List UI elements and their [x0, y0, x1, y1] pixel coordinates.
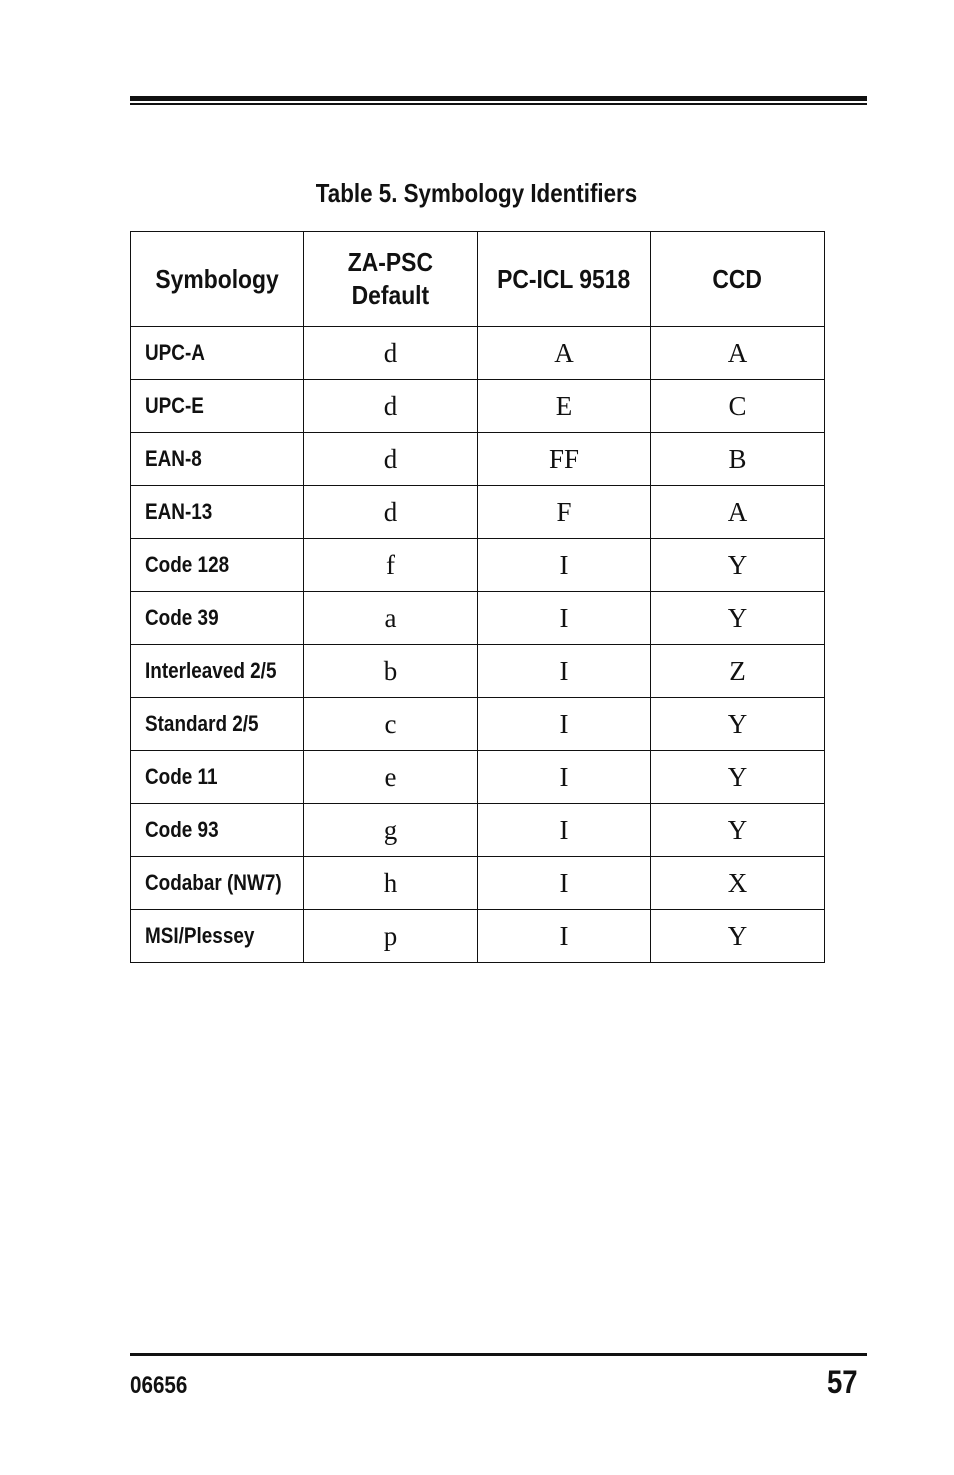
pc-icl-cell: I [478, 804, 651, 857]
za-psc-cell: d [304, 486, 478, 539]
header-za-psc-line2: Default [351, 280, 430, 310]
ccd-cell: Y [651, 539, 825, 592]
header-rule-thick [130, 96, 867, 101]
ccd-cell: B [651, 433, 825, 486]
table-header-row [131, 232, 825, 327]
table-row [131, 433, 825, 486]
symbology-cell: Codabar (NW7) [131, 857, 304, 910]
ccd-cell: C [651, 380, 825, 433]
header-pc-icl-label: PC-ICL 9518 [497, 263, 631, 294]
header-rule-thin [130, 103, 867, 105]
za-psc-cell: p [304, 910, 478, 963]
header-symbology-label: Symbology [155, 263, 279, 294]
za-psc-cell: b [304, 645, 478, 698]
table-row [131, 804, 825, 857]
ccd-cell: Y [651, 751, 825, 804]
symbology-cell: Code 128 [131, 539, 304, 592]
symbology-cell: EAN-13 [131, 486, 304, 539]
za-psc-cell: c [304, 698, 478, 751]
ccd-cell: A [651, 486, 825, 539]
ccd-cell: Y [651, 910, 825, 963]
table-title: Table 5. Symbology Identifiers [315, 178, 638, 208]
za-psc-cell: d [304, 433, 478, 486]
header-za-psc-label [348, 246, 433, 312]
pc-icl-cell: I [478, 645, 651, 698]
ccd-cell: Y [651, 592, 825, 645]
symbology-cell: Code 93 [131, 804, 304, 857]
symbology-cell: Code 39 [131, 592, 304, 645]
symbology-cell: MSI/Plessey [131, 910, 304, 963]
page-number: 57 [827, 1364, 858, 1400]
table-row [131, 380, 825, 433]
pc-icl-cell: I [478, 698, 651, 751]
header-ccd [651, 232, 825, 327]
pc-icl-cell: I [478, 539, 651, 592]
symbology-cell: Code 11 [131, 751, 304, 804]
za-psc-cell: e [304, 751, 478, 804]
ccd-cell: Z [651, 645, 825, 698]
header-symbology [131, 232, 304, 327]
symbology-cell: EAN-8 [131, 433, 304, 486]
symbology-table [130, 231, 825, 963]
pc-icl-cell: FF [478, 433, 651, 486]
pc-icl-cell: I [478, 857, 651, 910]
symbology-cell: UPC-A [131, 327, 304, 380]
table-row [131, 698, 825, 751]
pc-icl-cell: I [478, 751, 651, 804]
symbology-cell: UPC-E [131, 380, 304, 433]
header-ccd-label: CCD [712, 263, 763, 294]
table-row [131, 910, 825, 963]
za-psc-cell: g [304, 804, 478, 857]
table-row [131, 751, 825, 804]
pc-icl-cell: A [478, 327, 651, 380]
pc-icl-cell: F [478, 486, 651, 539]
header-za-psc-line1: ZA-PSC [347, 247, 434, 277]
table-row [131, 592, 825, 645]
za-psc-cell: d [304, 380, 478, 433]
table-row [131, 857, 825, 910]
pc-icl-cell: I [478, 910, 651, 963]
table-row [131, 327, 825, 380]
document-number: 06656 [130, 1372, 188, 1399]
ccd-cell: Y [651, 698, 825, 751]
ccd-cell: Y [651, 804, 825, 857]
pc-icl-cell: E [478, 380, 651, 433]
table-row [131, 486, 825, 539]
header-za-psc-default [304, 232, 478, 327]
symbology-cell: Standard 2/5 [131, 698, 304, 751]
ccd-cell: A [651, 327, 825, 380]
za-psc-cell: d [304, 327, 478, 380]
za-psc-cell: a [304, 592, 478, 645]
za-psc-cell: h [304, 857, 478, 910]
table-row [131, 645, 825, 698]
symbology-cell: Interleaved 2/5 [131, 645, 304, 698]
footer-rule [130, 1353, 867, 1356]
table-row [131, 539, 825, 592]
pc-icl-cell: I [478, 592, 651, 645]
za-psc-cell: f [304, 539, 478, 592]
ccd-cell: X [651, 857, 825, 910]
header-pc-icl [478, 232, 651, 327]
